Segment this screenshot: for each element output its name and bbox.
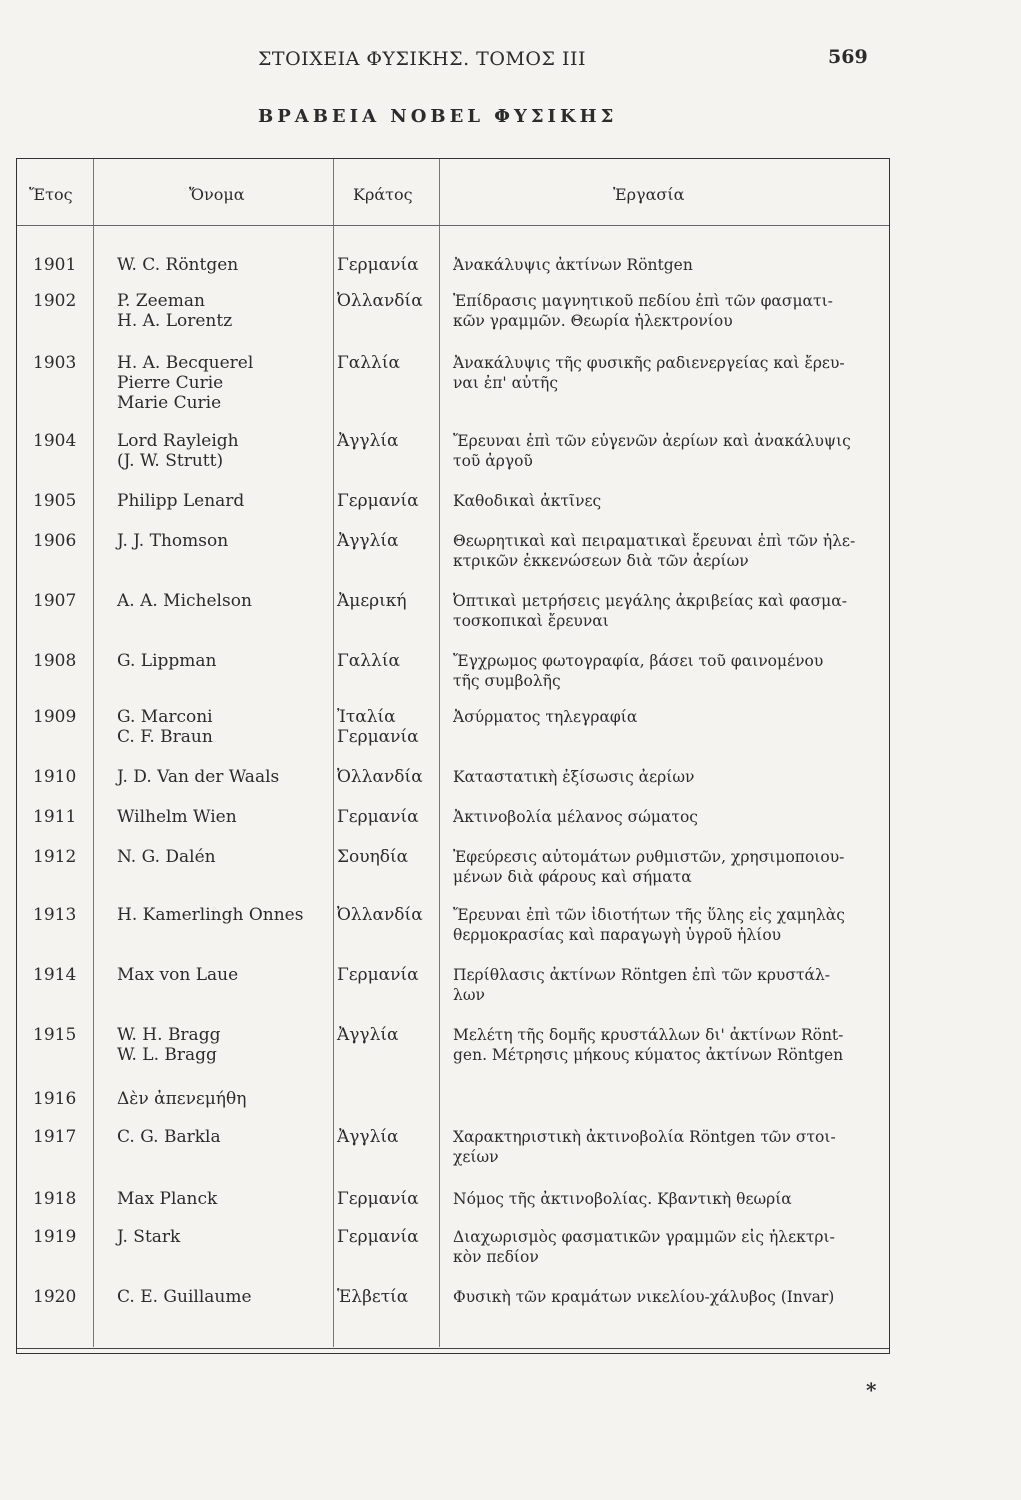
work-cell-line: Νόμος τῆς ἀκτινοβολίας. Κβαντικὴ θεωρία — [453, 1190, 792, 1208]
name-cell-line: J. Stark — [117, 1227, 181, 1247]
work-cell-line: Καθοδικαὶ ἀκτῖνες — [453, 492, 602, 510]
country-cell — [337, 651, 457, 671]
work-cell — [453, 707, 889, 727]
work-cell-line: Μελέτη τῆς δομῆς κρυστάλλων δι' ἀκτίνων Rönt- — [453, 1026, 844, 1044]
country-cell — [337, 591, 457, 611]
year-cell: 1914 — [33, 965, 77, 985]
bottom-rule — [17, 1348, 889, 1349]
work-cell-line: Θεωρητικαὶ καὶ πειραματικαὶ ἔρευναι ἐπὶ τῶν ἠλε- — [453, 532, 856, 550]
country-cell-line: Γαλλία — [337, 651, 400, 671]
year-cell: 1903 — [33, 353, 77, 373]
name-cell-line: N. G. Dalén — [117, 847, 216, 867]
country-cell-line: Ὀλλανδία — [337, 291, 423, 311]
name-cell-line: Marie Curie — [117, 393, 222, 413]
country-cell-line: Ὀλλανδία — [337, 767, 423, 787]
name-cell — [117, 1025, 347, 1065]
work-cell — [453, 965, 889, 1005]
work-cell-line: χείων — [453, 1148, 499, 1166]
name-cell-line: Max von Laue — [117, 965, 239, 985]
country-cell-line: Ἀγγλία — [337, 1025, 399, 1045]
column-divider — [439, 159, 440, 1347]
year-cell: 1906 — [33, 531, 77, 551]
name-cell-line: C. F. Braun — [117, 727, 213, 747]
name-cell-line: P. Zeeman — [117, 291, 205, 311]
work-cell-line: Ἀσύρματος τηλεγραφία — [453, 708, 638, 726]
work-cell-line: τοῦ ἀργοῦ — [453, 452, 533, 470]
country-cell — [337, 353, 457, 373]
work-cell — [453, 491, 889, 511]
work-cell — [453, 767, 889, 787]
name-cell-line: Wilhelm Wien — [117, 807, 237, 827]
country-cell — [337, 1189, 457, 1209]
work-cell-line: Περίθλασις ἀκτίνων Röntgen ἐπὶ τῶν κρυστάλ- — [453, 966, 831, 984]
name-cell-line: Lord Rayleigh — [117, 431, 239, 451]
header-rule — [17, 225, 889, 226]
year-cell: 1901 — [33, 255, 77, 275]
country-cell-line: Γερμανία — [337, 1227, 419, 1247]
work-cell-line: Καταστατικὴ ἐξίσωσις ἀερίων — [453, 768, 695, 786]
work-cell-line: κὸν πεδίον — [453, 1248, 539, 1266]
name-cell-line: H. A. Becquerel — [117, 353, 254, 373]
country-cell — [337, 707, 457, 747]
country-cell-line: Γερμανία — [337, 965, 419, 985]
work-cell-line: μένων διὰ φάρους καὶ σήματα — [453, 868, 692, 886]
header-name: Ὄνομα — [189, 185, 245, 204]
work-cell — [453, 591, 889, 631]
name-cell-line: A. A. Michelson — [117, 591, 252, 611]
name-cell-line: J. J. Thomson — [117, 531, 229, 551]
country-cell — [337, 1025, 457, 1045]
country-cell-line: Ἀγγλία — [337, 1127, 399, 1147]
country-cell — [337, 491, 457, 511]
work-cell — [453, 1127, 889, 1167]
country-cell-line: Ἀγγλία — [337, 431, 399, 451]
table-title: ΒΡΑΒΕΙΑ NOBEL ΦΥΣΙΚΗΣ — [258, 106, 618, 127]
name-cell — [117, 591, 347, 611]
work-cell-line: λων — [453, 986, 485, 1004]
country-cell — [337, 965, 457, 985]
work-cell — [453, 353, 889, 393]
nobel-table — [16, 158, 890, 1354]
name-cell-line: J. D. Van der Waals — [117, 767, 280, 787]
country-cell — [337, 847, 457, 867]
name-cell — [117, 1189, 347, 1209]
name-cell — [117, 847, 347, 867]
header-year: Ἔτος — [29, 185, 73, 204]
country-cell — [337, 531, 457, 551]
country-cell-line: Γερμανία — [337, 807, 419, 827]
name-cell — [117, 531, 347, 551]
column-divider — [333, 159, 334, 1347]
work-cell-line: Ἀνακάλυψις τῆς φυσικῆς ραδιενεργείας καὶ ἔρευ- — [453, 354, 845, 372]
year-cell: 1910 — [33, 767, 77, 787]
work-cell-line: Ὀπτικαὶ μετρήσεις μεγάλης ἀκριβείας καὶ φασμα- — [453, 592, 847, 610]
year-cell: 1913 — [33, 905, 77, 925]
country-cell — [337, 291, 457, 311]
name-cell-line: Max Planck — [117, 1189, 218, 1209]
year-cell: 1908 — [33, 651, 77, 671]
year-cell: 1917 — [33, 1127, 77, 1147]
name-cell-line: H. A. Lorentz — [117, 311, 233, 331]
country-cell — [337, 255, 457, 275]
country-cell-line: Γερμανία — [337, 1189, 419, 1209]
work-cell — [453, 905, 889, 945]
name-cell-line: Δὲν ἀπενεμήθη — [117, 1089, 247, 1109]
name-cell — [117, 1127, 347, 1147]
country-cell-line: Σουηδία — [337, 847, 409, 867]
name-cell — [117, 651, 347, 671]
work-cell-line: Φυσικὴ τῶν κραμάτων νικελίου-χάλυβος (Invar) — [453, 1288, 835, 1306]
name-cell — [117, 965, 347, 985]
work-cell-line: κῶν γραμμῶν. Θεωρία ἠλεκτρονίου — [453, 312, 733, 330]
work-cell-line: Ἔγχρωμος φωτογραφία, βάσει τοῦ φαινομένου — [453, 652, 824, 670]
country-cell — [337, 905, 457, 925]
work-cell — [453, 847, 889, 887]
name-cell — [117, 767, 347, 787]
name-cell — [117, 1287, 347, 1307]
work-cell-line: gen. Μέτρησις μήκους κύματος ἀκτίνων Röntgen — [453, 1046, 844, 1064]
name-cell — [117, 291, 347, 331]
name-cell-line: W. H. Bragg — [117, 1025, 221, 1045]
name-cell — [117, 1227, 347, 1247]
name-cell-line: (J. W. Strutt) — [117, 451, 224, 471]
work-cell-line: τῆς συμβολῆς — [453, 672, 561, 690]
work-cell-line: Χαρακτηριστικὴ ἀκτινοβολία Röntgen τῶν στοι- — [453, 1128, 836, 1146]
country-cell — [337, 807, 457, 827]
name-cell — [117, 353, 347, 413]
name-cell — [117, 707, 347, 747]
country-cell-line: Γερμανία — [337, 255, 419, 275]
work-cell-line: ναι ἐπ' αὐτῆς — [453, 374, 559, 392]
work-cell-line: Ἀνακάλυψις ἀκτίνων Röntgen — [453, 256, 693, 274]
name-cell — [117, 431, 347, 471]
work-cell — [453, 807, 889, 827]
name-cell — [117, 1089, 347, 1109]
work-cell-line: Ἀκτινοβολία μέλανος σώματος — [453, 808, 698, 826]
year-cell: 1916 — [33, 1089, 77, 1109]
work-cell-line: τοσκοπικαὶ ἔρευναι — [453, 612, 609, 630]
year-cell: 1909 — [33, 707, 77, 727]
name-cell — [117, 807, 347, 827]
work-cell — [453, 651, 889, 691]
work-cell — [453, 1189, 889, 1209]
name-cell — [117, 255, 347, 275]
work-cell — [453, 291, 889, 331]
work-cell — [453, 531, 889, 571]
country-cell — [337, 431, 457, 451]
country-cell — [337, 767, 457, 787]
year-cell: 1902 — [33, 291, 77, 311]
name-cell-line: Philipp Lenard — [117, 491, 245, 511]
country-cell-line: Γερμανία — [337, 727, 419, 747]
country-cell-line: Γερμανία — [337, 491, 419, 511]
footnote-mark: * — [866, 1378, 877, 1402]
name-cell-line: G. Lippman — [117, 651, 217, 671]
year-cell: 1915 — [33, 1025, 77, 1045]
work-cell-line: Ἐπίδρασις μαγνητικοῦ πεδίου ἐπὶ τῶν φασματι- — [453, 292, 833, 310]
work-cell-line: κτρικῶν ἐκκενώσεων διὰ τῶν ἀερίων — [453, 552, 749, 570]
work-cell — [453, 1227, 889, 1267]
name-cell-line: C. G. Barkla — [117, 1127, 221, 1147]
header-work: Ἐργασία — [613, 185, 685, 204]
year-cell: 1907 — [33, 591, 77, 611]
work-cell — [453, 1025, 889, 1065]
work-cell-line: Ἔρευναι ἐπὶ τῶν ἰδιοτήτων τῆς ὕλης εἰς χαμηλὰς — [453, 906, 845, 924]
name-cell-line: G. Marconi — [117, 707, 213, 727]
column-divider — [93, 159, 94, 1347]
name-cell-line: Pierre Curie — [117, 373, 224, 393]
running-head: ΣΤΟΙΧΕΙΑ ΦΥΣΙΚΗΣ. ΤΟΜΟΣ III — [258, 48, 586, 70]
country-cell-line: Ἀμερική — [337, 591, 407, 611]
page-number: 569 — [828, 46, 868, 68]
country-cell-line: Ἀγγλία — [337, 531, 399, 551]
country-cell — [337, 1287, 457, 1307]
year-cell: 1912 — [33, 847, 77, 867]
country-cell-line: Ἑλβετία — [337, 1287, 409, 1307]
year-cell: 1919 — [33, 1227, 77, 1247]
country-cell — [337, 1227, 457, 1247]
work-cell-line: θερμοκρασίας καὶ παραγωγὴ ὑγροῦ ἡλίου — [453, 926, 782, 944]
country-cell-line: Γαλλία — [337, 353, 400, 373]
country-cell-line: Ἰταλία — [337, 707, 396, 727]
work-cell — [453, 431, 889, 471]
year-cell: 1904 — [33, 431, 77, 451]
work-cell-line: Ἔρευναι ἐπὶ τῶν εὐγενῶν ἀερίων καὶ ἀνακάλυψις — [453, 432, 851, 450]
country-cell-line: Ὀλλανδία — [337, 905, 423, 925]
work-cell — [453, 255, 889, 275]
name-cell — [117, 905, 347, 925]
name-cell-line: W. L. Bragg — [117, 1045, 217, 1065]
country-cell — [337, 1127, 457, 1147]
name-cell-line: C. E. Guillaume — [117, 1287, 252, 1307]
name-cell-line: W. C. Röntgen — [117, 255, 239, 275]
year-cell: 1905 — [33, 491, 77, 511]
year-cell: 1920 — [33, 1287, 77, 1307]
work-cell-line: Ἐφεύρεσις αὐτομάτων ρυθμιστῶν, χρησιμοποιου- — [453, 848, 845, 866]
work-cell-line: Διαχωρισμὸς φασματικῶν γραμμῶν εἰς ἠλεκτρι- — [453, 1228, 835, 1246]
name-cell-line: H. Kamerlingh Onnes — [117, 905, 304, 925]
header-country: Κράτος — [353, 185, 413, 204]
year-cell: 1918 — [33, 1189, 77, 1209]
name-cell — [117, 491, 347, 511]
year-cell: 1911 — [33, 807, 77, 827]
work-cell — [453, 1287, 889, 1307]
